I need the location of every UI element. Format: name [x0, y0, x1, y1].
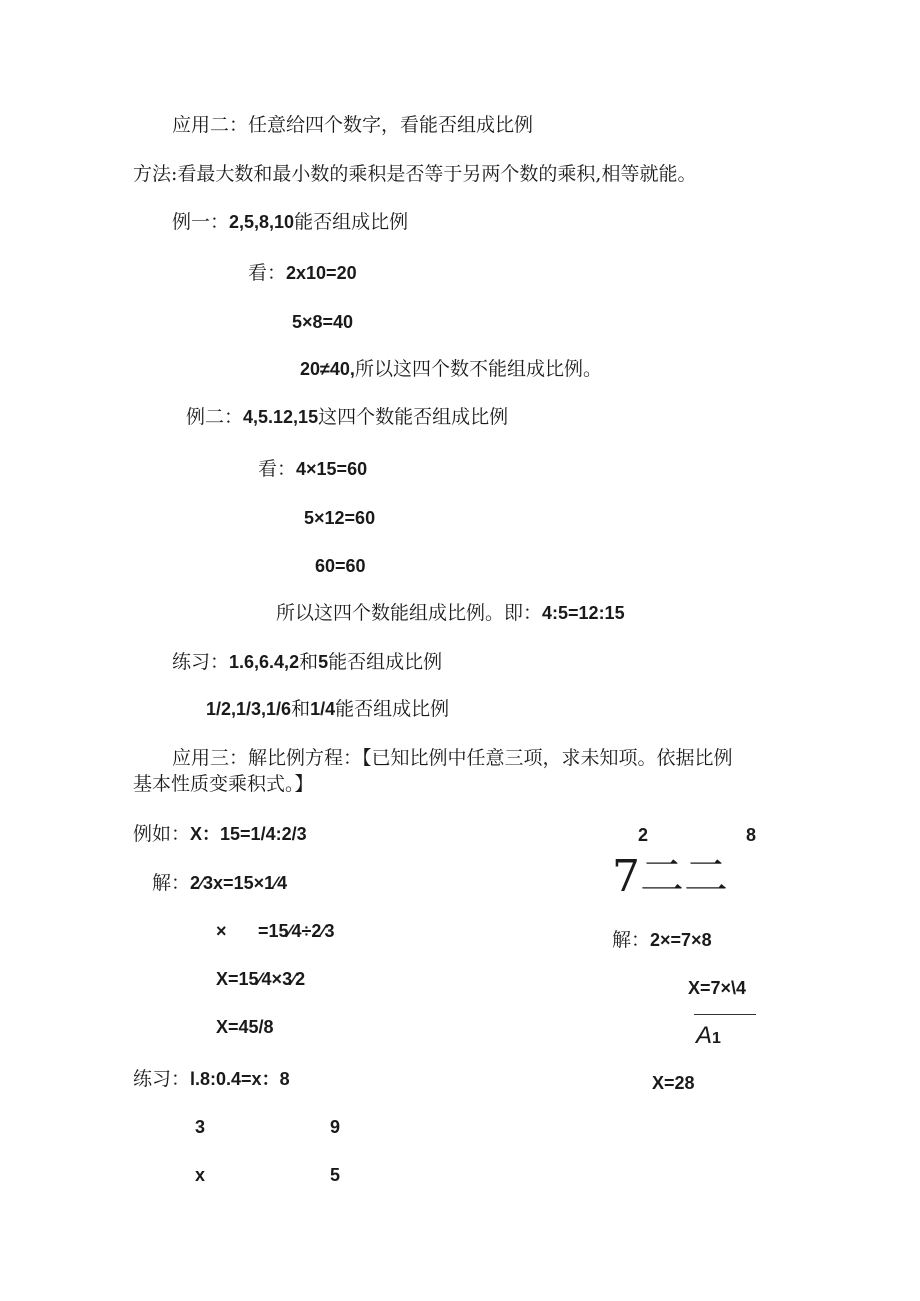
app3-solve-equation-4: X=45/8: [216, 1017, 274, 1037]
app3-practice-b1: x: [195, 1165, 206, 1185]
practice-2-text: 能否组成比例: [335, 698, 450, 720]
example-1-step-1: [248, 261, 357, 285]
example-2-conclusion: [276, 601, 625, 625]
right-solve-equation-1: 2×=7×8: [650, 930, 712, 950]
example-2-calc-2: 5×12=60: [304, 508, 376, 528]
example-2-result: 所以这四个数能组成比例。即：: [276, 602, 543, 624]
app3-practice-a1: 3: [195, 1117, 206, 1137]
practice-2: [206, 697, 449, 721]
example-2-numbers: 4,5.12,15: [243, 407, 319, 427]
example-2-calc-3: 60=60: [315, 556, 366, 576]
app3-solve-equation-2: =15∕4÷2∕3: [258, 921, 335, 941]
app3-practice-b2: 5: [330, 1165, 341, 1185]
right-solve-denominator: [696, 1022, 721, 1053]
app3-solve-times: ×: [216, 921, 227, 941]
right-solve-result: X=28: [652, 1073, 695, 1093]
app3-solve-equation-1: 2∕3x=15×1∕4: [190, 873, 288, 893]
app2-method: 方法:看最大数和最小数的乘积是否等于另两个数的乘积,相等就能。: [133, 163, 697, 185]
example-2-title: [186, 405, 508, 429]
example-1-calc-2: 5×8=40: [292, 312, 354, 332]
example-2-calc-1: 4×15=60: [296, 459, 368, 479]
app3-practice-a2: 9: [330, 1117, 341, 1137]
app3-practice-label: 练习：: [133, 1068, 191, 1090]
app3-solve-label: 解：: [152, 872, 191, 894]
example-2-see: 看：: [258, 458, 297, 480]
example-2-text: 这四个数能否组成比例: [318, 406, 509, 428]
example-1-calc-1: 2x10=20: [286, 263, 357, 283]
example-1-conclusion: [300, 357, 602, 381]
right-top-right-number: 8: [746, 825, 757, 845]
example-1-compare: 20≠40,: [300, 359, 355, 379]
app3-heading-line-2: 基本性质变乘积式。】: [133, 773, 314, 795]
practice-1-text: 能否组成比例: [328, 651, 443, 673]
right-solve-step-1: [612, 928, 712, 952]
right-solve-equation-2: X=7×\4: [688, 978, 747, 998]
fraction-bar: [694, 1014, 756, 1015]
example-1-numbers: 2,5,8,10: [229, 212, 295, 232]
app3-practice: [133, 1067, 290, 1091]
practice-1-numbers: 1.6,6.4,2: [229, 652, 300, 672]
app3-solve-equation-3: X=15∕4×3∕2: [216, 969, 306, 989]
app3-solve-step-1: [152, 871, 287, 895]
practice-1-and: 和: [299, 651, 319, 673]
practice-1-last: 5: [318, 652, 329, 672]
right-solve-label: 解：: [612, 929, 651, 951]
practice-1: [172, 650, 442, 674]
app3-example-label: 例如：: [133, 823, 191, 845]
example-1-title: [172, 210, 408, 234]
app3-practice-equation: l.8:0.4=x：8: [190, 1069, 290, 1089]
example-1-label: 例一：: [172, 211, 230, 233]
app3-example-title: [133, 822, 307, 846]
practice-2-numbers: 1/2,1/3,1/6: [206, 699, 292, 719]
right-denominator-digit: 1: [712, 1030, 721, 1047]
example-1-text: 能否组成比例: [294, 211, 409, 233]
example-2-label: 例二：: [186, 406, 244, 428]
app3-heading-line-1: 应用三：解比例方程：【已知比例中任意三项，求未知项。依据比例: [172, 747, 733, 769]
right-big-expression: 7二二: [612, 851, 728, 902]
example-2-proportion: 4:5=12:15: [542, 603, 625, 623]
right-top-left-number: 2: [638, 825, 649, 845]
example-2-step-1: [258, 457, 367, 481]
app3-example-equation: X：15=1/4:2/3: [190, 824, 307, 844]
example-1-result: 所以这四个数不能组成比例。: [354, 358, 602, 380]
practice-label: 练习：: [172, 651, 230, 673]
practice-2-last: 1/4: [310, 699, 336, 719]
example-1-see: 看：: [248, 262, 287, 284]
practice-2-and: 和: [291, 698, 311, 720]
app2-heading: 应用二：任意给四个数字，看能否组成比例: [172, 114, 534, 136]
right-denominator-letter: A: [696, 1022, 713, 1049]
